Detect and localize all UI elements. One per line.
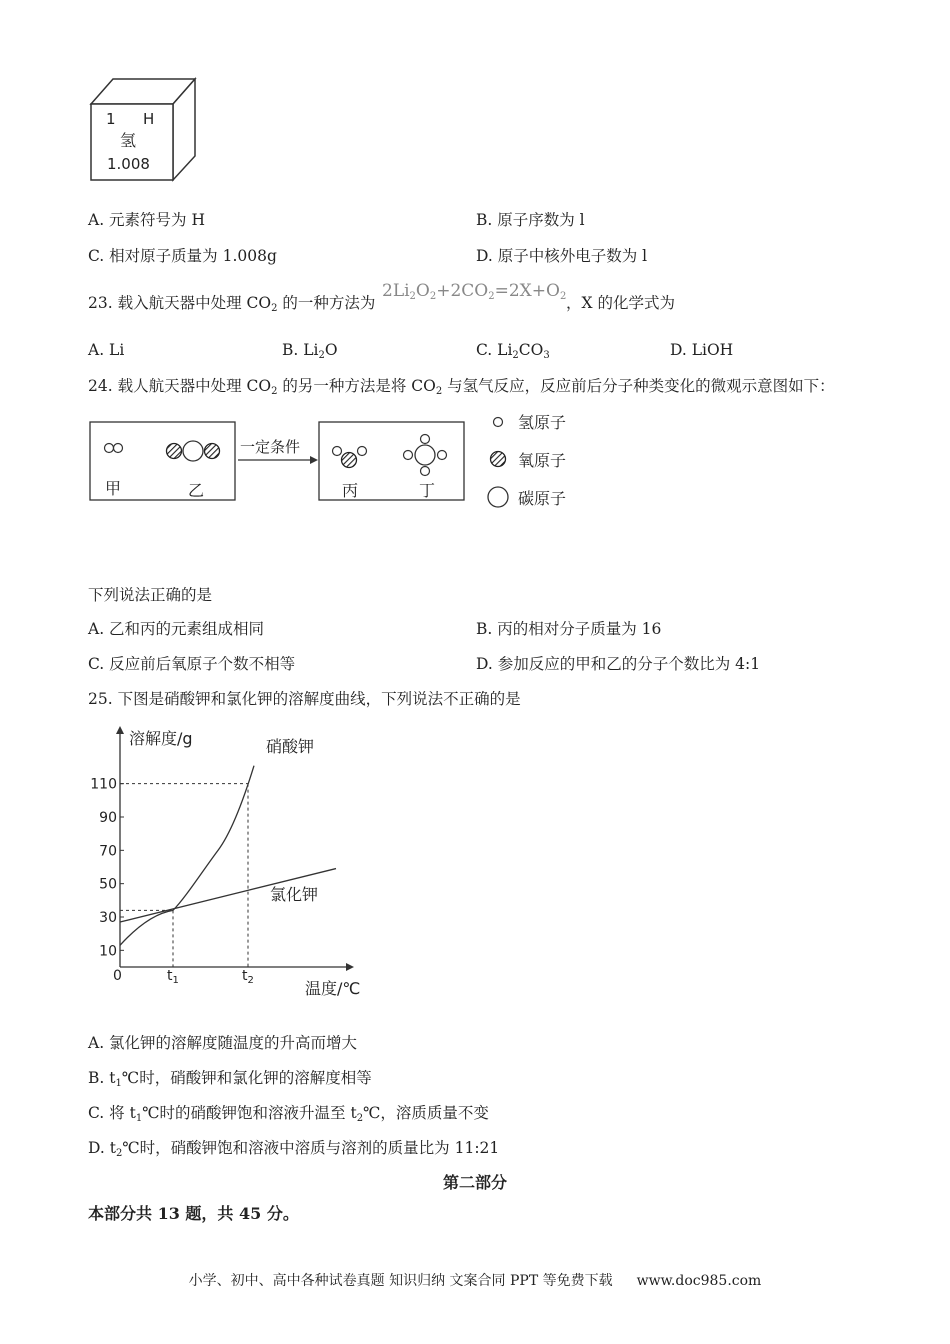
arrow-head-icon	[310, 456, 318, 464]
q25-option-b: B. $t_1℃$时，硝酸钾和氯化钾的溶解度相等	[88, 1069, 372, 1089]
q24-option-d: D. 参加反应的甲和乙的分子个数比为 4:1	[476, 655, 761, 673]
q22-option-a: A. 元素符号为 H	[88, 211, 205, 229]
y-axis-arrow-icon	[116, 726, 124, 734]
element-mass: 1.008	[107, 155, 150, 173]
q25-option-a: A. 氯化钾的溶解度随温度的升高而增大	[88, 1034, 358, 1052]
q25-option-c: C. 将 $t_1℃$时的硝酸钾饱和溶液升温至 $t_2℃$，溶质质量不变	[88, 1104, 489, 1124]
q22-option-c: C. 相对原子质量为 1.008g	[88, 247, 277, 265]
origin-label: 0	[113, 968, 122, 984]
page-footer	[0, 1270, 950, 1290]
legend-carbon	[488, 487, 566, 508]
q24-option-c: C. 反应前后氧原子个数不相等	[88, 655, 296, 673]
q25-option-d: D. $t_2℃$时，硝酸钾饱和溶液中溶质与溶剂的质量比为 11:21	[88, 1139, 500, 1159]
y-tick-label: 70	[99, 843, 117, 860]
y-tick-label: 10	[99, 943, 117, 960]
q23-stem: 23. 载入航天器中处理 $CO_2$ 的一种方法为	[88, 294, 376, 314]
y-tick-label: 90	[99, 810, 117, 826]
q24-option-a: A. 乙和丙的元素组成相同	[88, 620, 265, 638]
q23-stem-suffix: ，X 的化学式为	[566, 294, 675, 312]
series-label-kcl: 氯化钾	[270, 885, 319, 904]
element-card	[88, 76, 200, 184]
svg-text:氢原子: 氢原子	[518, 413, 567, 432]
q23-option-c: C. $Li_2CO_3$	[476, 341, 550, 361]
footer-text: 小学、初中、高中各种试卷真题 知识归纳 文案合同 PPT 等免费下载	[188, 1273, 613, 1289]
element-number: 1	[106, 110, 116, 128]
footer-url[interactable]: www.doc985.com	[636, 1273, 762, 1289]
legend-oxygen	[491, 451, 567, 470]
part2-title: 第二部分	[442, 1173, 507, 1192]
x-axis-arrow-icon	[346, 963, 354, 971]
series-line-kno3	[120, 766, 254, 946]
label-ding: 丁	[419, 481, 436, 500]
q25-stem: 25. 下图是硝酸钾和氯化钾的溶解度曲线，下列说法不正确的是	[88, 690, 521, 708]
q23-option-a: A. Li	[88, 341, 125, 359]
y-tick-label: 110	[90, 776, 117, 793]
label-yi: 乙	[188, 481, 205, 500]
y-axis-label: 溶解度/g	[129, 729, 193, 748]
q24-question: 下列说法正确的是	[88, 586, 213, 604]
q23-option-d: D. LiOH	[670, 341, 734, 359]
svg-text:碳原子: 碳原子	[518, 489, 567, 508]
solubility-chart	[88, 724, 378, 1006]
series-label-kno3: 硝酸钾	[266, 737, 315, 756]
q22-option-b: B. 原子序数为 l	[476, 211, 585, 229]
y-tick-label: 50	[99, 876, 117, 893]
molecule-co2	[167, 441, 220, 461]
x-tick-label: $t_2$	[242, 968, 254, 986]
x-tick-label: $t_1$	[167, 968, 179, 986]
q23-option-b: B. $Li_2O$	[282, 341, 338, 361]
part2-note: 本部分共 13 题，共 45 分。	[88, 1204, 299, 1223]
q22-option-d: D. 原子中核外电子数为 l	[476, 247, 648, 265]
label-jia: 甲	[105, 479, 122, 498]
q24-option-b: B. 丙的相对分子质量为 16	[476, 620, 662, 638]
reaction-diagram	[88, 408, 588, 508]
q24-stem: 24. 载人航天器中处理 $CO_2$ 的另一种方法是将 $CO_2$ 与氢气反应，反应前后分子种类变化的微观示意图如下：	[88, 377, 835, 397]
label-bing: 丙	[342, 481, 359, 500]
arrow-label: 一定条件	[240, 438, 301, 456]
legend-hydrogen	[494, 413, 567, 432]
q23-equation: $2Li_2O_2+2CO_2=2X+O_2$	[382, 281, 567, 302]
svg-text:氧原子: 氧原子	[518, 451, 567, 470]
element-name: 氢	[120, 131, 137, 150]
element-symbol: H	[143, 110, 155, 128]
y-tick-label: 30	[99, 910, 117, 926]
x-axis-label: 温度/℃	[305, 979, 361, 998]
